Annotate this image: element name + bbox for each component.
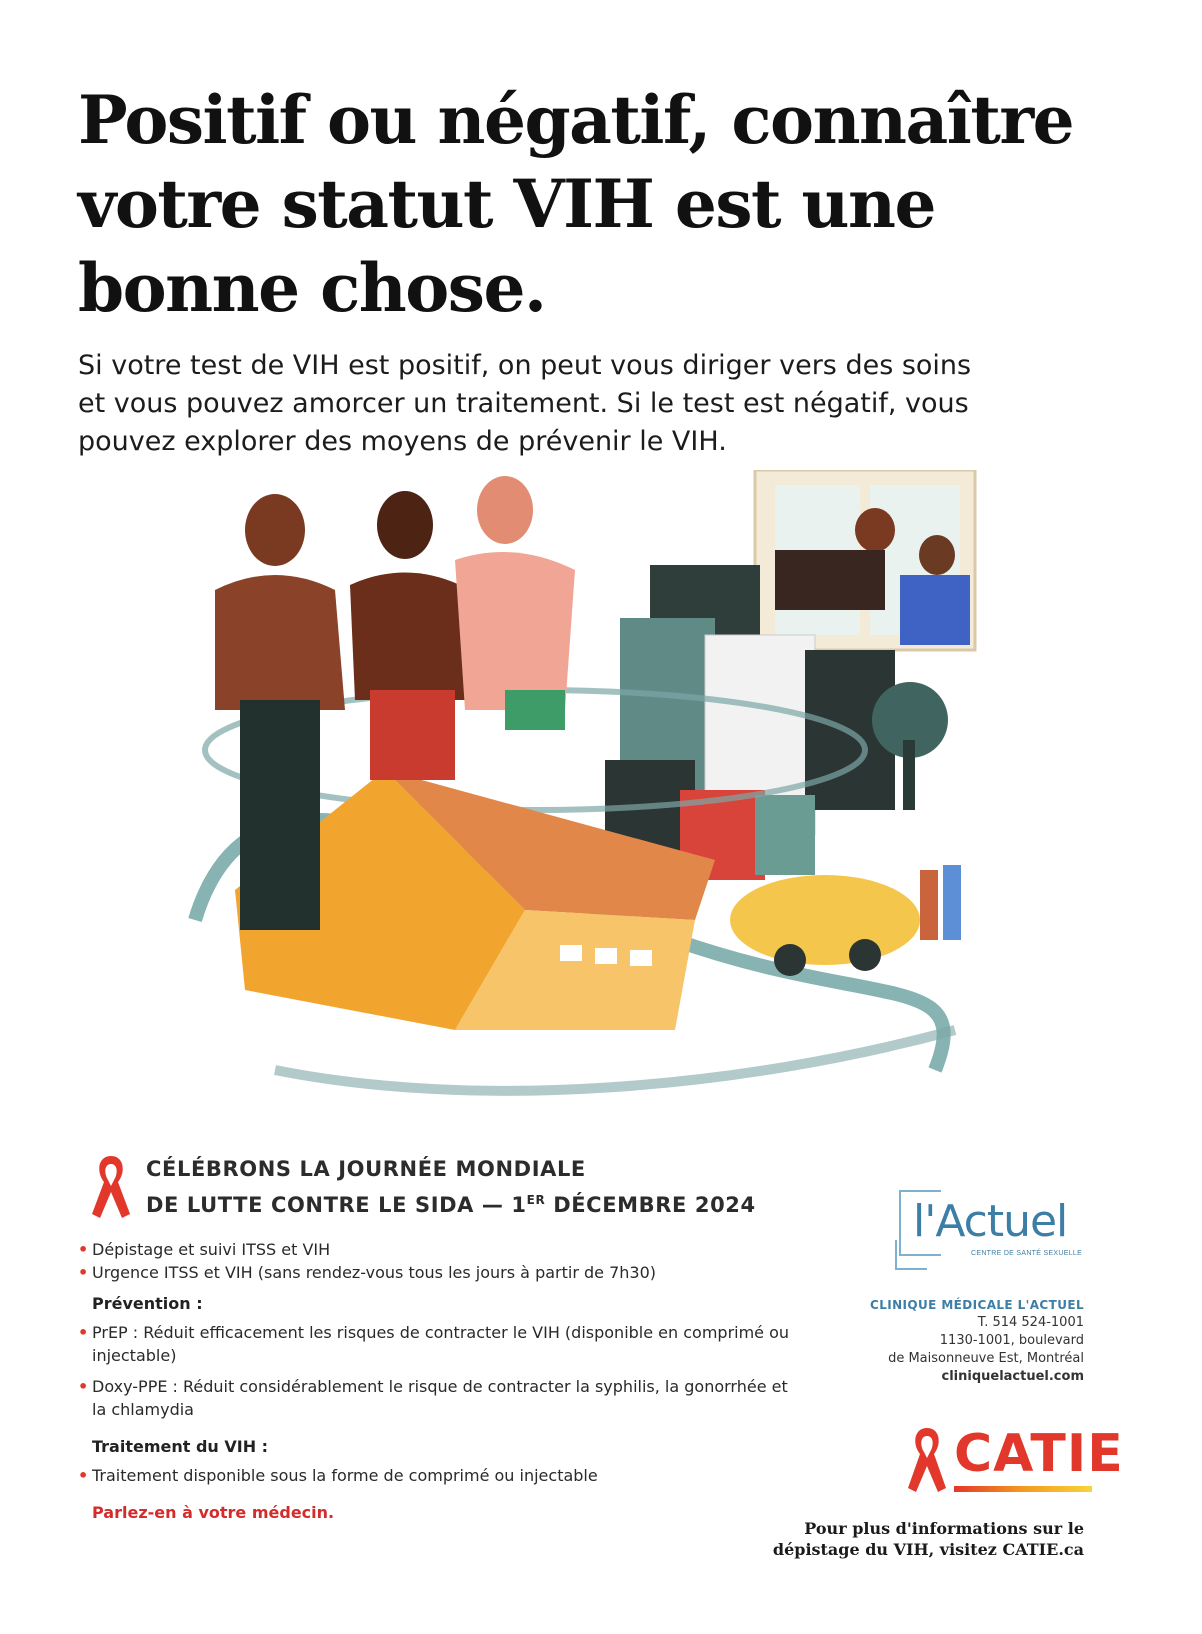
day-line-1: CÉLÉBRONS LA JOURNÉE MONDIALE bbox=[146, 1157, 586, 1181]
actuel-logo-word: l'Actuel bbox=[913, 1196, 1068, 1247]
treatment-heading: Traitement du VIH : bbox=[92, 1437, 269, 1456]
prevention-heading: Prévention : bbox=[92, 1294, 203, 1313]
services-list bbox=[78, 1238, 798, 1522]
catie-logo bbox=[902, 1424, 1124, 1498]
intro-text: Si votre test de VIH est positif, on peut vous diriger vers des soins et vous pouvez amorcer un traitement. Si le test est négatif, vous pouvez explorer des moyens de prévenir le VIH. bbox=[78, 350, 972, 457]
prevention-item: • Doxy-PPE : Réduit considérablement le risque de contracter la syphilis, la gonorrhée et la chlamydia bbox=[78, 1375, 798, 1421]
catie-logo-word: CATIE bbox=[954, 1424, 1124, 1484]
illustration bbox=[175, 470, 1015, 1110]
day-line-2-pre: DE LUTTE CONTRE LE SIDA — 1 bbox=[146, 1193, 527, 1217]
catie-ribbon-icon bbox=[902, 1424, 952, 1496]
prevention-item: • PrEP : Réduit efficacement les risques de contracter le VIH (disponible en comprimé ou injectable) bbox=[78, 1321, 798, 1367]
actuel-logo bbox=[895, 1190, 1095, 1270]
world-aids-day-title bbox=[146, 1154, 866, 1221]
clinic-address-2: de Maisonneuve Est, Montréal bbox=[888, 1351, 1084, 1366]
service-item: • Urgence ITSS et VIH (sans rendez-vous tous les jours à partir de 7h30) bbox=[78, 1261, 798, 1284]
call-to-action: Parlez-en à votre médecin. bbox=[92, 1503, 335, 1522]
treatment-item: • Traitement disponible sous la forme de comprimé ou injectable bbox=[78, 1464, 798, 1487]
service-item: • Dépistage et suivi ITSS et VIH bbox=[78, 1238, 798, 1261]
catie-color-bar bbox=[954, 1486, 1092, 1492]
day-line-2-sup: ER bbox=[526, 1193, 546, 1207]
red-ribbon-icon bbox=[88, 1152, 134, 1222]
actuel-logo-tagline: CENTRE DE SANTÉ SEXUELLE bbox=[971, 1250, 1083, 1257]
headline: Positif ou négatif, connaître votre statut VIH est une bonne chose. bbox=[78, 81, 1074, 327]
clinic-phone: T. 514 524-1001 bbox=[977, 1315, 1084, 1330]
clinic-address-1: 1130-1001, boulevard bbox=[939, 1333, 1084, 1348]
clinic-name: CLINIQUE MÉDICALE L'ACTUEL bbox=[869, 1298, 1084, 1312]
day-line-2-post: DÉCEMBRE 2024 bbox=[545, 1193, 756, 1217]
clinic-info bbox=[824, 1296, 1084, 1386]
clinic-website-link[interactable]: cliniquelactuel.com bbox=[941, 1369, 1084, 1384]
catie-info-text: Pour plus d'informations sur le dépistage du VIH, visitez CATIE.ca bbox=[772, 1519, 1084, 1559]
